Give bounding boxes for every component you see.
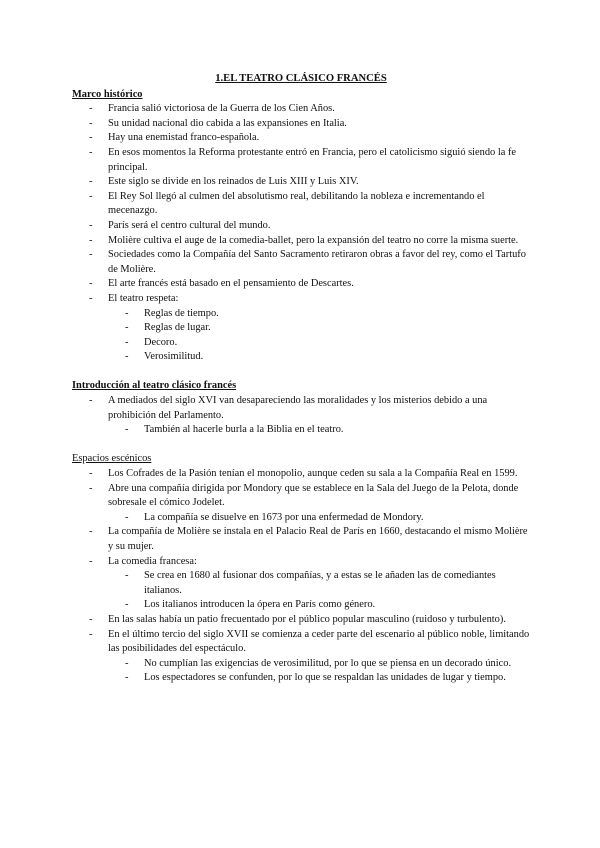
list-item (72, 482, 530, 526)
sublist-item: - Verosimilitud. (108, 350, 530, 365)
sublist-reglas (108, 307, 530, 365)
list-item (72, 628, 530, 686)
sublist-item: - La compañía se disuelve en 1673 por una enfermedad de Mondory. (108, 511, 530, 526)
sublist (108, 657, 530, 686)
heading-espacios-escenicos: Espacios escénicos (72, 453, 152, 465)
list-item-text: La comedia francesa: (108, 555, 197, 567)
sublist-item: - Decoro. (108, 336, 530, 351)
list-item: - La compañía de Molière se instala en el Palacio Real de París en 1660, destacando el mismo Molière y su mujer. (72, 525, 530, 554)
list-item-text: Abre una compañía dirigida por Mondory que se establece en la Sala del Juego de la Pelota, donde sobresale el cómico Jodelet. (108, 482, 519, 509)
sublist-item: - Reglas de lugar. (108, 321, 530, 336)
sublist-item: - Se crea en 1680 al fusionar dos compañías, y a estas se le añaden las de comediantes italianos. (108, 569, 530, 598)
sublist-item: - Reglas de tiempo. (108, 307, 530, 322)
list-espacios (72, 467, 530, 686)
list-marco-historico (72, 102, 530, 365)
sublist-item: - Los italianos introducen la ópera en París como género. (108, 598, 530, 613)
sublist-item: - También al hacerle burla a la Biblia en el teatro. (108, 423, 530, 438)
list-item: - Sociedades como la Compañía del Santo Sacramento retiraron obras a favor del rey, como el Tartufo de Molière. (72, 248, 530, 277)
list-item: - Los Cofrades de la Pasión tenían el monopolio, aunque ceden su sala a la Compañía Real en 1599. (72, 467, 530, 482)
list-item: - En esos momentos la Reforma protestante entró en Francia, pero el catolicismo siguió siendo la fe principal. (72, 146, 530, 175)
document-title: 1.EL TEATRO CLÁSICO FRANCÉS (215, 73, 387, 84)
list-item-teatro-respeta (72, 292, 530, 365)
list-item (72, 555, 530, 613)
spacer (72, 438, 530, 453)
heading-marco-historico: Marco histórico (72, 88, 143, 100)
heading-introduccion: Introducción al teatro clásico francés (72, 380, 237, 392)
list-item: - El arte francés está basado en el pensamiento de Descartes. (72, 277, 530, 292)
sublist-item: - Los espectadores se confunden, por lo que se respaldan las unidades de lugar y tiempo. (108, 671, 530, 686)
list-item-text: A mediados del siglo XVI van desapareciendo las moralidades y los misterios debido a una prohibición del Parlamento. (108, 395, 488, 421)
sublist (108, 569, 530, 613)
sublist (108, 423, 530, 438)
list-item: - En las salas había un patio frecuentado por el público popular masculino (ruidoso y turbulento). (72, 613, 530, 628)
list-item: - Molière cultiva el auge de la comedia-ballet, pero la expansión del teatro no corre la misma suerte. (72, 234, 530, 249)
list-introduccion (72, 394, 530, 438)
list-item: - Su unidad nacional dio cabida a las expansiones en Italia. (72, 117, 530, 132)
list-item-text: En el último tercio del siglo XVII se comienza a ceder parte del escenario al público noble, limitando las posibilidades del espectáculo. (108, 628, 530, 655)
list-item: - París será el centro cultural del mundo. (72, 219, 530, 234)
list-item: - El Rey Sol llegó al culmen del absolutismo real, debilitando la nobleza e incrementando el mecenazgo. (72, 190, 530, 219)
spacer (72, 365, 530, 380)
sublist (108, 511, 530, 526)
list-item (72, 394, 530, 438)
list-item: - Hay una enemistad franco-española. (72, 131, 530, 146)
list-item: - Este siglo se divide en los reinados de Luis XIII y Luis XIV. (72, 175, 530, 190)
list-item: - Francia salió victoriosa de la Guerra de los Cien Años. (72, 102, 530, 117)
sublist-item: - No cumplían las exigencias de verosimilitud, por lo que se piensa en un decorado único. (108, 657, 530, 672)
list-item-text: El teatro respeta: (108, 292, 179, 304)
